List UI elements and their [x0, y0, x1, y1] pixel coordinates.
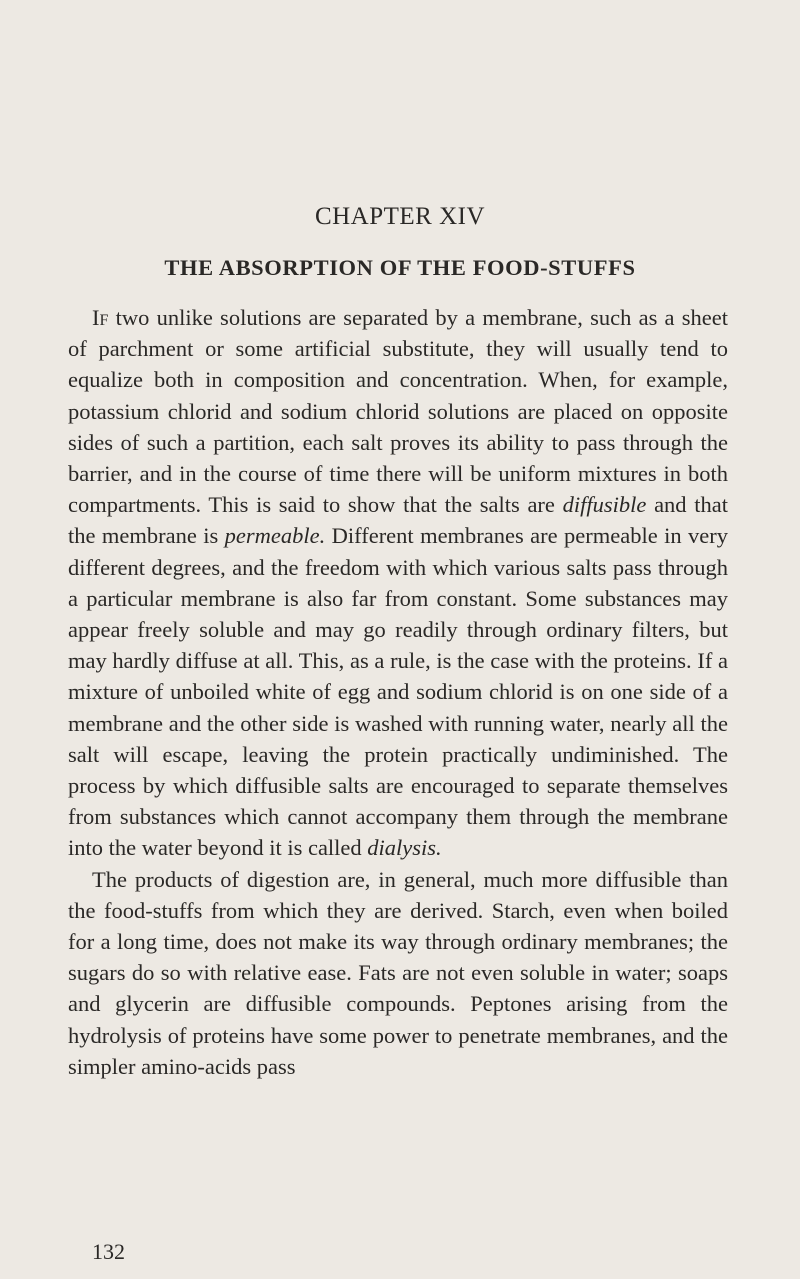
term-diffusible: diffusible: [562, 492, 647, 518]
chapter-label: CHAPTER XIV: [314, 203, 486, 230]
body-text: [68, 302, 728, 1082]
paragraph-2: The products of digestion are, in general, much more diffusible than the food-stuffs from which they are derived. Starch, even when boiled for a long time, does not make its way through ordinary membranes; the sugars do so with relative ease. Fats are not even soluble in water; soaps and glycerin are diffusible compounds. Peptones arising from the hydrolysis of proteins have some power to penetrate membranes, and the simpler amino-acids pass: [68, 866, 728, 1079]
chapter-title: THE ABSORPTION OF THE FOOD-STUFFS: [164, 255, 636, 280]
term-permeable: permeable.: [224, 523, 326, 549]
paragraph-1-text-b: and that the membrane is: [68, 492, 728, 549]
paragraph-1-text-a: two unlike solutions are separated by a membrane, such as a sheet of parchment or some artificial substitute, they will usually tend to equalize both in composition and concentration. When, for example, potassium chlorid and sodium chlorid solutions are placed on opposite sides of such a partition, each salt proves its ability to pass through the barrier, and in the course of time there will be uniform mixtures in both compartments. This is said to show that the salts are: [68, 305, 728, 518]
page-number: 132: [92, 1239, 125, 1264]
paragraph-1: [68, 302, 728, 864]
paragraph-1-text-c: Different membranes are permeable in very different degrees, and the freedom with which various salts pass through a particular membrane is also far from constant. Some substances may appear freely soluble and may go readily through ordinary filters, but may hardly diffuse at all. This, as a rule, is the case with the proteins. If a mixture of unboiled white of egg and sodium chlorid is on one side of a membrane and the other side is washed with running water, nearly all the salt will escape, leaving the protein practically undiminished. The process by which diffusible salts are encouraged to separate themselves from substances which cannot accompany them through the membrane into the water beyond it is called: [68, 523, 728, 861]
term-dialysis: dialysis.: [367, 835, 442, 861]
paragraph-lead-word: If: [92, 305, 109, 330]
